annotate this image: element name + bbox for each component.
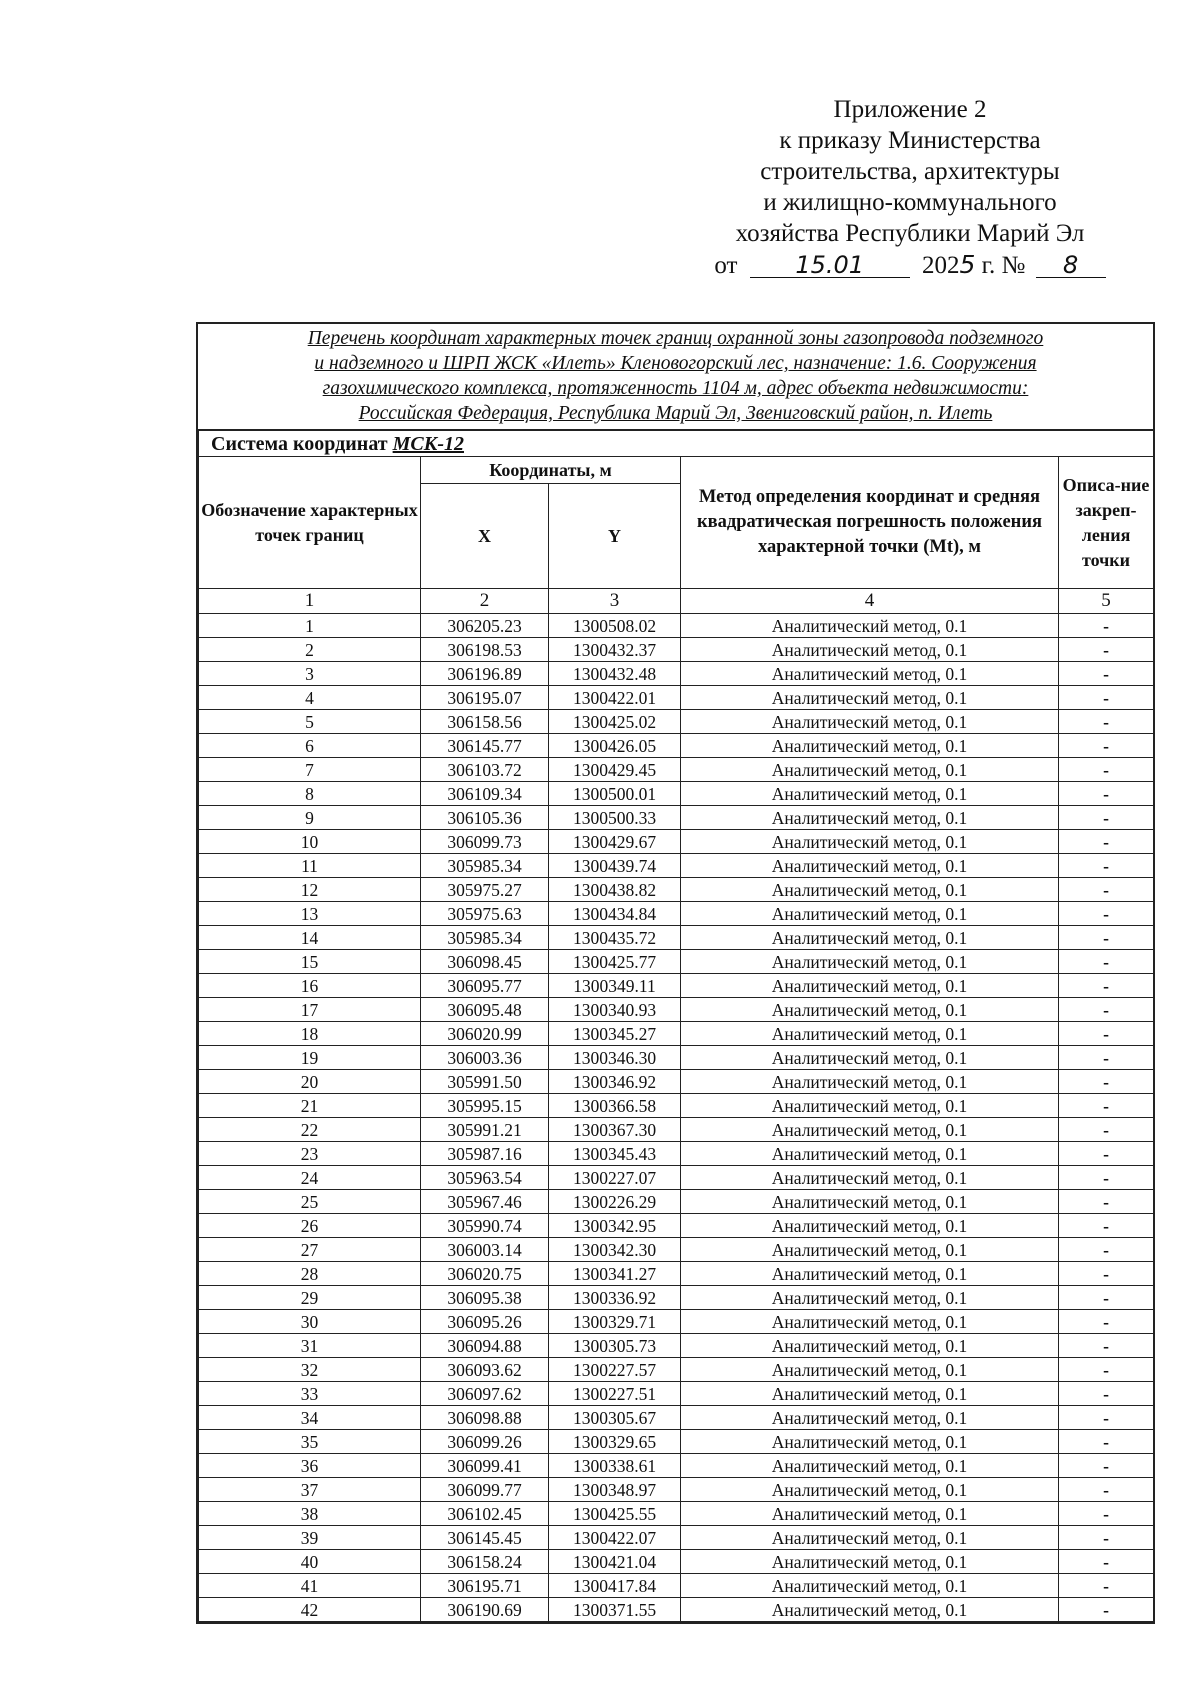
y-coordinate: 1300426.05 bbox=[549, 734, 681, 758]
method-cell: Аналитический метод, 0.1 bbox=[681, 1070, 1059, 1094]
x-coordinate: 306020.75 bbox=[421, 1262, 549, 1286]
method-cell: Аналитический метод, 0.1 bbox=[681, 950, 1059, 974]
point-number: 32 bbox=[199, 1358, 421, 1382]
point-number: 12 bbox=[199, 878, 421, 902]
method-cell: Аналитический метод, 0.1 bbox=[681, 1334, 1059, 1358]
coord-system-value: МСК-12 bbox=[392, 432, 464, 455]
table-row bbox=[199, 1094, 1154, 1118]
col-index-3: 3 bbox=[549, 589, 681, 614]
point-number: 39 bbox=[199, 1526, 421, 1550]
description-cell: - bbox=[1059, 686, 1154, 710]
table-row bbox=[199, 1022, 1154, 1046]
y-coordinate: 1300500.33 bbox=[549, 806, 681, 830]
table-row bbox=[199, 710, 1154, 734]
point-number: 13 bbox=[199, 902, 421, 926]
y-coordinate: 1300342.30 bbox=[549, 1238, 681, 1262]
y-coordinate: 1300438.82 bbox=[549, 878, 681, 902]
y-coordinate: 1300345.27 bbox=[549, 1022, 681, 1046]
x-coordinate: 306099.73 bbox=[421, 830, 549, 854]
y-coordinate: 1300305.73 bbox=[549, 1334, 681, 1358]
point-number: 42 bbox=[199, 1598, 421, 1622]
description-cell: - bbox=[1059, 1310, 1154, 1334]
y-coordinate: 1300349.11 bbox=[549, 974, 681, 998]
table-row bbox=[199, 734, 1154, 758]
table-row bbox=[199, 806, 1154, 830]
method-cell: Аналитический метод, 0.1 bbox=[681, 974, 1059, 998]
description-cell: - bbox=[1059, 1286, 1154, 1310]
method-cell: Аналитический метод, 0.1 bbox=[681, 1046, 1059, 1070]
method-cell: Аналитический метод, 0.1 bbox=[681, 1238, 1059, 1262]
table-row bbox=[199, 614, 1154, 638]
method-cell: Аналитический метод, 0.1 bbox=[681, 710, 1059, 734]
x-coordinate: 306158.56 bbox=[421, 710, 549, 734]
coord-system-row bbox=[199, 431, 1154, 457]
description-cell: - bbox=[1059, 758, 1154, 782]
y-coordinate: 1300435.72 bbox=[549, 926, 681, 950]
description-cell: - bbox=[1059, 854, 1154, 878]
coordinates-frame bbox=[196, 322, 1155, 1624]
y-coordinate: 1300432.37 bbox=[549, 638, 681, 662]
point-number: 1 bbox=[199, 614, 421, 638]
x-coordinate: 306099.77 bbox=[421, 1478, 549, 1502]
table-row bbox=[199, 758, 1154, 782]
x-coordinate: 306095.26 bbox=[421, 1310, 549, 1334]
method-cell: Аналитический метод, 0.1 bbox=[681, 1598, 1059, 1622]
y-coordinate: 1300429.67 bbox=[549, 830, 681, 854]
col-index-4: 4 bbox=[681, 589, 1059, 614]
x-coordinate: 306158.24 bbox=[421, 1550, 549, 1574]
point-number: 4 bbox=[199, 686, 421, 710]
method-cell: Аналитический метод, 0.1 bbox=[681, 926, 1059, 950]
y-coordinate: 1300348.97 bbox=[549, 1478, 681, 1502]
x-coordinate: 306109.34 bbox=[421, 782, 549, 806]
point-number: 28 bbox=[199, 1262, 421, 1286]
method-cell: Аналитический метод, 0.1 bbox=[681, 1262, 1059, 1286]
description-cell: - bbox=[1059, 1502, 1154, 1526]
y-coordinate: 1300227.57 bbox=[549, 1358, 681, 1382]
table-row bbox=[199, 1238, 1154, 1262]
table-row bbox=[199, 1334, 1154, 1358]
description-cell: - bbox=[1059, 1430, 1154, 1454]
year-handwritten: 5 bbox=[959, 250, 976, 279]
method-cell: Аналитический метод, 0.1 bbox=[681, 1382, 1059, 1406]
table-row bbox=[199, 1454, 1154, 1478]
method-cell: Аналитический метод, 0.1 bbox=[681, 878, 1059, 902]
x-coordinate: 306003.14 bbox=[421, 1238, 549, 1262]
method-cell: Аналитический метод, 0.1 bbox=[681, 1502, 1059, 1526]
point-number: 35 bbox=[199, 1430, 421, 1454]
description-cell: - bbox=[1059, 1574, 1154, 1598]
x-coordinate: 305991.21 bbox=[421, 1118, 549, 1142]
point-number: 10 bbox=[199, 830, 421, 854]
description-cell: - bbox=[1059, 1046, 1154, 1070]
point-number: 22 bbox=[199, 1118, 421, 1142]
method-cell: Аналитический метод, 0.1 bbox=[681, 734, 1059, 758]
x-coordinate: 306205.23 bbox=[421, 614, 549, 638]
y-coordinate: 1300425.02 bbox=[549, 710, 681, 734]
point-number: 15 bbox=[199, 950, 421, 974]
y-coordinate: 1300417.84 bbox=[549, 1574, 681, 1598]
handwritten-order-number: 8 bbox=[1036, 253, 1106, 278]
method-cell: Аналитический метод, 0.1 bbox=[681, 1286, 1059, 1310]
x-coordinate: 306190.69 bbox=[421, 1598, 549, 1622]
y-coordinate: 1300345.43 bbox=[549, 1142, 681, 1166]
y-coordinate: 1300342.95 bbox=[549, 1214, 681, 1238]
description-cell: - bbox=[1059, 1262, 1154, 1286]
method-cell: Аналитический метод, 0.1 bbox=[681, 758, 1059, 782]
date-prefix: от bbox=[714, 252, 738, 279]
table-row bbox=[199, 1574, 1154, 1598]
method-cell: Аналитический метод, 0.1 bbox=[681, 614, 1059, 638]
table-row bbox=[199, 1214, 1154, 1238]
table-row bbox=[199, 1046, 1154, 1070]
y-coordinate: 1300329.71 bbox=[549, 1310, 681, 1334]
x-coordinate: 305991.50 bbox=[421, 1070, 549, 1094]
description-cell: - bbox=[1059, 710, 1154, 734]
description-cell: - bbox=[1059, 1070, 1154, 1094]
x-coordinate: 306097.62 bbox=[421, 1382, 549, 1406]
col-description-header: Описа-ние закреп-ления точки bbox=[1059, 457, 1154, 589]
y-coordinate: 1300341.27 bbox=[549, 1262, 681, 1286]
x-coordinate: 306020.99 bbox=[421, 1022, 549, 1046]
caption-line-4: Российская Федерация, Республика Марий Эл, Звениговский район, п. Илеть bbox=[358, 403, 993, 424]
method-cell: Аналитический метод, 0.1 bbox=[681, 1550, 1059, 1574]
point-number: 14 bbox=[199, 926, 421, 950]
x-coordinate: 306099.26 bbox=[421, 1430, 549, 1454]
y-coordinate: 1300346.92 bbox=[549, 1070, 681, 1094]
description-cell: - bbox=[1059, 1214, 1154, 1238]
year-printed: 202 bbox=[921, 252, 960, 279]
col-index-5: 5 bbox=[1059, 589, 1154, 614]
header-row-1 bbox=[199, 457, 1154, 484]
description-cell: - bbox=[1059, 1358, 1154, 1382]
x-coordinate: 306095.48 bbox=[421, 998, 549, 1022]
table-row bbox=[199, 1070, 1154, 1094]
description-cell: - bbox=[1059, 1190, 1154, 1214]
y-coordinate: 1300338.61 bbox=[549, 1454, 681, 1478]
description-cell: - bbox=[1059, 998, 1154, 1022]
method-cell: Аналитический метод, 0.1 bbox=[681, 1142, 1059, 1166]
y-coordinate: 1300425.77 bbox=[549, 950, 681, 974]
col-y-header: Y bbox=[549, 484, 681, 589]
point-number: 7 bbox=[199, 758, 421, 782]
description-cell: - bbox=[1059, 806, 1154, 830]
x-coordinate: 306103.72 bbox=[421, 758, 549, 782]
point-number: 29 bbox=[199, 1286, 421, 1310]
method-cell: Аналитический метод, 0.1 bbox=[681, 1214, 1059, 1238]
y-coordinate: 1300371.55 bbox=[549, 1598, 681, 1622]
y-coordinate: 1300226.29 bbox=[549, 1190, 681, 1214]
x-coordinate: 305985.34 bbox=[421, 854, 549, 878]
table-row bbox=[199, 878, 1154, 902]
x-coordinate: 306099.41 bbox=[421, 1454, 549, 1478]
point-number: 34 bbox=[199, 1406, 421, 1430]
method-cell: Аналитический метод, 0.1 bbox=[681, 1310, 1059, 1334]
col-index-2: 2 bbox=[421, 589, 549, 614]
x-coordinate: 305995.15 bbox=[421, 1094, 549, 1118]
table-row bbox=[199, 1166, 1154, 1190]
order-date-line bbox=[690, 249, 1130, 281]
x-coordinate: 305990.74 bbox=[421, 1214, 549, 1238]
y-coordinate: 1300508.02 bbox=[549, 614, 681, 638]
table-row bbox=[199, 1142, 1154, 1166]
appendix-heading bbox=[690, 94, 1130, 281]
method-cell: Аналитический метод, 0.1 bbox=[681, 1094, 1059, 1118]
table-row bbox=[199, 1286, 1154, 1310]
method-cell: Аналитический метод, 0.1 bbox=[681, 830, 1059, 854]
x-coordinate: 306003.36 bbox=[421, 1046, 549, 1070]
table-row bbox=[199, 998, 1154, 1022]
table-row bbox=[199, 902, 1154, 926]
y-coordinate: 1300305.67 bbox=[549, 1406, 681, 1430]
point-number: 5 bbox=[199, 710, 421, 734]
point-number: 6 bbox=[199, 734, 421, 758]
table-row bbox=[199, 1478, 1154, 1502]
table-caption bbox=[198, 324, 1153, 430]
description-cell: - bbox=[1059, 1406, 1154, 1430]
caption-line-2: и надземного и ШРП ЖСК «Илеть» Кленовогорский лес, назначение: 1.6. Сооружения bbox=[314, 353, 1037, 374]
x-coordinate: 306195.71 bbox=[421, 1574, 549, 1598]
y-coordinate: 1300439.74 bbox=[549, 854, 681, 878]
x-coordinate: 306098.45 bbox=[421, 950, 549, 974]
table-row bbox=[199, 1262, 1154, 1286]
table-row bbox=[199, 854, 1154, 878]
table-row bbox=[199, 1118, 1154, 1142]
method-cell: Аналитический метод, 0.1 bbox=[681, 1166, 1059, 1190]
description-cell: - bbox=[1059, 926, 1154, 950]
description-cell: - bbox=[1059, 1598, 1154, 1622]
description-cell: - bbox=[1059, 1526, 1154, 1550]
table-row bbox=[199, 1406, 1154, 1430]
col-x-header: X bbox=[421, 484, 549, 589]
handwritten-date: 15.01 bbox=[750, 253, 910, 278]
y-coordinate: 1300422.07 bbox=[549, 1526, 681, 1550]
description-cell: - bbox=[1059, 1022, 1154, 1046]
x-coordinate: 306145.77 bbox=[421, 734, 549, 758]
description-cell: - bbox=[1059, 1382, 1154, 1406]
method-cell: Аналитический метод, 0.1 bbox=[681, 854, 1059, 878]
y-coordinate: 1300429.45 bbox=[549, 758, 681, 782]
heading-line-1: Приложение 2 bbox=[833, 96, 987, 123]
y-coordinate: 1300425.55 bbox=[549, 1502, 681, 1526]
description-cell: - bbox=[1059, 1142, 1154, 1166]
description-cell: - bbox=[1059, 830, 1154, 854]
coordinates-table bbox=[198, 430, 1154, 1622]
table-row bbox=[199, 974, 1154, 998]
y-coordinate: 1300432.48 bbox=[549, 662, 681, 686]
x-coordinate: 305975.27 bbox=[421, 878, 549, 902]
point-number: 20 bbox=[199, 1070, 421, 1094]
description-cell: - bbox=[1059, 734, 1154, 758]
description-cell: - bbox=[1059, 1550, 1154, 1574]
x-coordinate: 306094.88 bbox=[421, 1334, 549, 1358]
point-number: 23 bbox=[199, 1142, 421, 1166]
x-coordinate: 306095.38 bbox=[421, 1286, 549, 1310]
point-number: 25 bbox=[199, 1190, 421, 1214]
method-cell: Аналитический метод, 0.1 bbox=[681, 1430, 1059, 1454]
description-cell: - bbox=[1059, 1118, 1154, 1142]
method-cell: Аналитический метод, 0.1 bbox=[681, 1118, 1059, 1142]
point-number: 37 bbox=[199, 1478, 421, 1502]
x-coordinate: 305985.34 bbox=[421, 926, 549, 950]
point-number: 41 bbox=[199, 1574, 421, 1598]
table-row bbox=[199, 1358, 1154, 1382]
point-number: 19 bbox=[199, 1046, 421, 1070]
caption-line-3: газохимического комплекса, протяженность 1104 м, адрес объекта недвижимости: bbox=[322, 378, 1029, 399]
description-cell: - bbox=[1059, 614, 1154, 638]
method-cell: Аналитический метод, 0.1 bbox=[681, 998, 1059, 1022]
point-number: 38 bbox=[199, 1502, 421, 1526]
description-cell: - bbox=[1059, 950, 1154, 974]
method-cell: Аналитический метод, 0.1 bbox=[681, 1574, 1059, 1598]
point-number: 9 bbox=[199, 806, 421, 830]
x-coordinate: 306195.07 bbox=[421, 686, 549, 710]
x-coordinate: 305987.16 bbox=[421, 1142, 549, 1166]
caption-line-1: Перечень координат характерных точек границ охранной зоны газопровода подземного bbox=[307, 328, 1044, 349]
coord-system-label: Система координат bbox=[211, 432, 388, 455]
method-cell: Аналитический метод, 0.1 bbox=[681, 1022, 1059, 1046]
point-number: 30 bbox=[199, 1310, 421, 1334]
point-number: 40 bbox=[199, 1550, 421, 1574]
table-row bbox=[199, 1310, 1154, 1334]
heading-line-5: хозяйства Республики Марий Эл bbox=[735, 220, 1085, 247]
method-cell: Аналитический метод, 0.1 bbox=[681, 782, 1059, 806]
table-row bbox=[199, 830, 1154, 854]
method-cell: Аналитический метод, 0.1 bbox=[681, 1478, 1059, 1502]
y-coordinate: 1300340.93 bbox=[549, 998, 681, 1022]
method-cell: Аналитический метод, 0.1 bbox=[681, 1454, 1059, 1478]
col-designation-header: Обозначение характерных точек границ bbox=[199, 457, 421, 589]
y-coordinate: 1300421.04 bbox=[549, 1550, 681, 1574]
table-row bbox=[199, 662, 1154, 686]
point-number: 18 bbox=[199, 1022, 421, 1046]
y-coordinate: 1300227.07 bbox=[549, 1166, 681, 1190]
description-cell: - bbox=[1059, 974, 1154, 998]
col-index-1: 1 bbox=[199, 589, 421, 614]
point-number: 27 bbox=[199, 1238, 421, 1262]
point-number: 17 bbox=[199, 998, 421, 1022]
x-coordinate: 306145.45 bbox=[421, 1526, 549, 1550]
table-row bbox=[199, 1598, 1154, 1622]
heading-line-4: и жилищно-коммунального bbox=[763, 189, 1057, 216]
x-coordinate: 306095.77 bbox=[421, 974, 549, 998]
table-row bbox=[199, 1550, 1154, 1574]
x-coordinate: 306196.89 bbox=[421, 662, 549, 686]
description-cell: - bbox=[1059, 902, 1154, 926]
table-row bbox=[199, 1382, 1154, 1406]
point-number: 36 bbox=[199, 1454, 421, 1478]
point-number: 21 bbox=[199, 1094, 421, 1118]
description-cell: - bbox=[1059, 638, 1154, 662]
y-coordinate: 1300227.51 bbox=[549, 1382, 681, 1406]
heading-line-2: к приказу Министерства bbox=[779, 127, 1041, 154]
x-coordinate: 305967.46 bbox=[421, 1190, 549, 1214]
method-cell: Аналитический метод, 0.1 bbox=[681, 1358, 1059, 1382]
table-row bbox=[199, 638, 1154, 662]
description-cell: - bbox=[1059, 1478, 1154, 1502]
point-number: 2 bbox=[199, 638, 421, 662]
description-cell: - bbox=[1059, 1094, 1154, 1118]
point-number: 11 bbox=[199, 854, 421, 878]
point-number: 8 bbox=[199, 782, 421, 806]
x-coordinate: 306102.45 bbox=[421, 1502, 549, 1526]
description-cell: - bbox=[1059, 1166, 1154, 1190]
description-cell: - bbox=[1059, 878, 1154, 902]
y-coordinate: 1300422.01 bbox=[549, 686, 681, 710]
point-number: 16 bbox=[199, 974, 421, 998]
table-row bbox=[199, 686, 1154, 710]
col-coords-header: Координаты, м bbox=[421, 457, 681, 484]
point-number: 33 bbox=[199, 1382, 421, 1406]
table-row bbox=[199, 782, 1154, 806]
description-cell: - bbox=[1059, 1334, 1154, 1358]
method-cell: Аналитический метод, 0.1 bbox=[681, 806, 1059, 830]
y-coordinate: 1300434.84 bbox=[549, 902, 681, 926]
x-coordinate: 306093.62 bbox=[421, 1358, 549, 1382]
y-coordinate: 1300500.01 bbox=[549, 782, 681, 806]
x-coordinate: 306098.88 bbox=[421, 1406, 549, 1430]
point-number: 3 bbox=[199, 662, 421, 686]
point-number: 31 bbox=[199, 1334, 421, 1358]
col-method-header: Метод определения координат и средняя квадратическая погрешность положения характерной точки (Mt), м bbox=[681, 457, 1059, 589]
column-index-row bbox=[199, 589, 1154, 614]
table-row bbox=[199, 1502, 1154, 1526]
table-row bbox=[199, 1430, 1154, 1454]
y-coordinate: 1300336.92 bbox=[549, 1286, 681, 1310]
method-cell: Аналитический метод, 0.1 bbox=[681, 686, 1059, 710]
method-cell: Аналитический метод, 0.1 bbox=[681, 662, 1059, 686]
x-coordinate: 306105.36 bbox=[421, 806, 549, 830]
method-cell: Аналитический метод, 0.1 bbox=[681, 902, 1059, 926]
point-number: 26 bbox=[199, 1214, 421, 1238]
description-cell: - bbox=[1059, 782, 1154, 806]
table-row bbox=[199, 1526, 1154, 1550]
x-coordinate: 305963.54 bbox=[421, 1166, 549, 1190]
x-coordinate: 305975.63 bbox=[421, 902, 549, 926]
description-cell: - bbox=[1059, 1454, 1154, 1478]
y-coordinate: 1300366.58 bbox=[549, 1094, 681, 1118]
x-coordinate: 306198.53 bbox=[421, 638, 549, 662]
description-cell: - bbox=[1059, 1238, 1154, 1262]
method-cell: Аналитический метод, 0.1 bbox=[681, 1526, 1059, 1550]
method-cell: Аналитический метод, 0.1 bbox=[681, 638, 1059, 662]
table-row bbox=[199, 1190, 1154, 1214]
year-suffix: г. № bbox=[981, 252, 1026, 279]
table-row bbox=[199, 950, 1154, 974]
point-number: 24 bbox=[199, 1166, 421, 1190]
description-cell: - bbox=[1059, 662, 1154, 686]
y-coordinate: 1300367.30 bbox=[549, 1118, 681, 1142]
y-coordinate: 1300329.65 bbox=[549, 1430, 681, 1454]
table-row bbox=[199, 926, 1154, 950]
y-coordinate: 1300346.30 bbox=[549, 1046, 681, 1070]
method-cell: Аналитический метод, 0.1 bbox=[681, 1406, 1059, 1430]
heading-line-3: строительства, архитектуры bbox=[760, 158, 1060, 185]
method-cell: Аналитический метод, 0.1 bbox=[681, 1190, 1059, 1214]
